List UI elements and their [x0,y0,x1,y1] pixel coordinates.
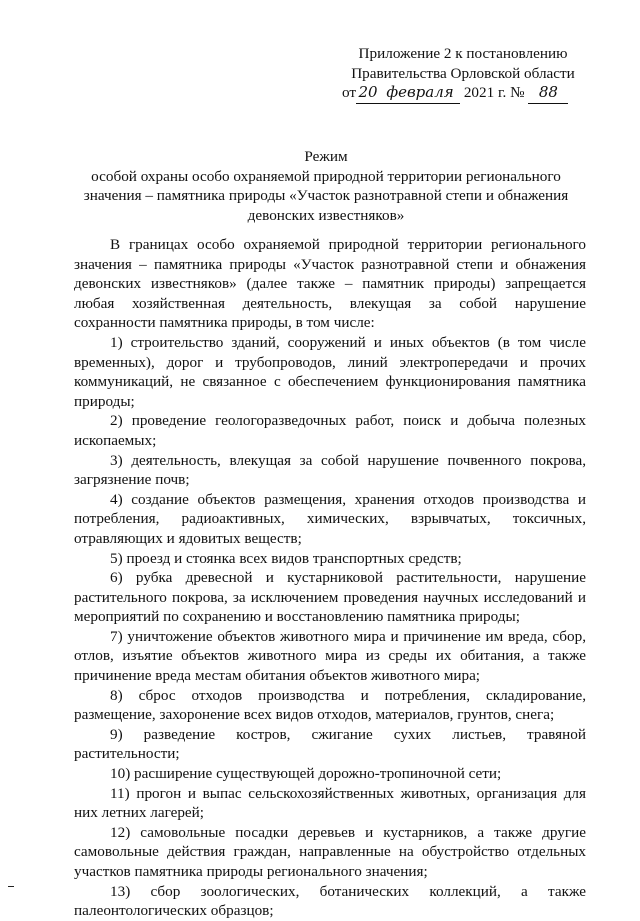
list-item: 5) проезд и стоянка всех видов транспортных средств; [110,549,462,567]
list-item: 8) сброс отходов производства и потребления, складирование, размещение, захоронение всех видов отходов, материалов, грунтов, снега; [74,686,586,724]
list-item: 4) создание объектов размещения, хранения отходов производства и потребления, радиоактивных, химических, взрывчатых, токсичных, отравляющих и ядовитых веществ; [74,490,586,547]
title-line-2: особой охраны особо охраняемой природной территории регионального [91,167,561,185]
intro-paragraph: В границах особо охраняемой природной территории регионального значения – памятника природы «Участок разнотравной степи и обнажения девонских известняков» (далее также – памятник природы) запрещается любая хозяйственная деятельность, влекущая за собой нарушение сохранности памятника природы, в том числе: [74,236,586,332]
scan-edge-mark [8,886,14,887]
list-item: 13) сбор зоологических, ботанических коллекций, а также палеонтологических образцов; [74,882,586,920]
date-prefix: от [342,84,357,101]
appendix-line-1: Приложение 2 к постановлению [358,45,568,62]
title-line-4: девонских известняков» [247,206,405,224]
list-item: 3) деятельность, влекущая за собой нарушение почвенного покрова, загрязнение почв; [74,451,586,489]
document-title [40,147,612,225]
document-body [74,235,586,921]
list-item: 9) разведение костров, сжигание сухих листьев, травяной растительности; [74,725,586,763]
list-item: 12) самовольные посадки деревьев и кустарников, а также другие самовольные действия граждан, направленные на обустройство отдельных участков памятника природы регионального значения; [74,823,586,880]
date-year: 2021 г. № [463,84,525,101]
title-line-1: Режим [304,148,348,165]
handwritten-doc-number: 88 [528,83,568,104]
appendix-line-2: Правительства Орловской области [351,64,575,82]
list-item: 1) строительство зданий, сооружений и иных объектов (в том числе временных), дорог и трубопроводов, линий электропередачи и прочих коммуникаций, не связанное с обеспечением функционирования памятника природы; [74,333,586,410]
list-item: 10) расширение существующей дорожно-тропиночной сети; [110,765,502,783]
title-line-3: значения – памятника природы «Участок разнотравной степи и обнажения [83,187,569,204]
appendix-header [338,44,588,104]
list-item: 6) рубка древесной и кустарниковой растительности, нарушение растительного покрова, за исключением проведения научных исследований и мероприятий по сохранению и восстановлению памятника природы; [74,569,586,626]
appendix-date-line [338,83,588,104]
list-item: 2) проведение геологоразведочных работ, поиск и добыча полезных ископаемых; [74,412,586,449]
handwritten-day: 20 [356,83,380,104]
list-item: 11) прогон и выпас сельскохозяйственных животных, организация для них летних лагерей; [74,784,586,822]
list-item: 7) уничтожение объектов животного мира и причинение им вреда, сбор, отлов, изъятие объектов животного мира из среды их обитания, а также причинение вреда местам обитания объектов животного мира; [74,627,586,685]
handwritten-month: февраля [380,83,460,104]
